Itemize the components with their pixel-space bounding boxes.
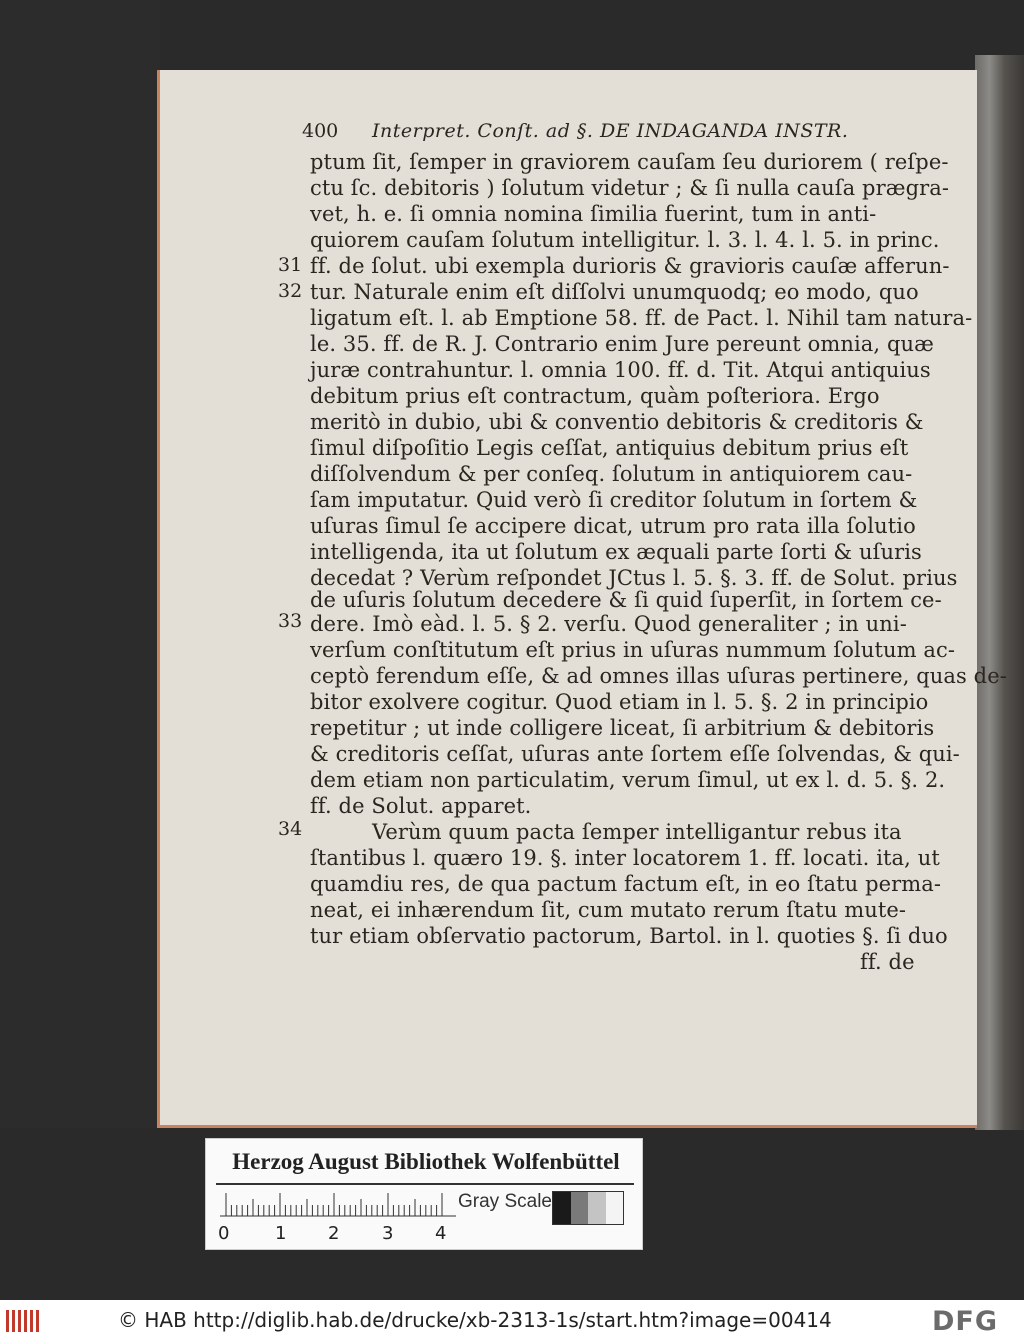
text-line: decedat ? Verùm reſpondet JCtus l. 5. §. 3. ff. de Solut. prius (310, 566, 958, 590)
ruler-label: 2 (328, 1223, 340, 1244)
text-line: Verùm quum pacta ſemper intelligantur rebus ita (372, 820, 902, 844)
margin-number: 31 (278, 254, 303, 276)
adjacent-page-edge (975, 55, 1024, 1130)
ruler-scale (220, 1191, 456, 1217)
ruler-label: 0 (218, 1223, 230, 1244)
text-line: ceptò ferendum eſſe, & ad omnes illas uſuras pertinere, quas de- (310, 664, 1007, 688)
text-line: vet, h. e. ſi omnia nomina ſimilia fuerint, tum in anti- (310, 202, 877, 226)
scan-left-strip (0, 0, 160, 1128)
footer-bar (0, 1300, 1024, 1342)
hab-logo-icon (5, 1308, 41, 1334)
library-name: Herzog August Bibliothek Wolfenbüttel (232, 1149, 620, 1174)
library-label-card (205, 1138, 643, 1250)
margin-number: 32 (278, 280, 303, 302)
running-head (302, 120, 952, 150)
text-line: ligatum eſt. l. ab Emptione 58. ff. de Pact. l. Nihil tam natura- (310, 306, 973, 330)
text-line: repetitur ; ut inde colligere liceat, ſi arbitrium & debitoris (310, 716, 935, 740)
text-line: ſam imputatur. Quid verò ſi creditor ſolutum in ſortem & (310, 488, 918, 512)
text-line: ſimul diſpoſitio Legis ceſſat, antiquius debitum prius eſt (310, 436, 909, 460)
text-line: ptum ſit, ſemper in graviorem cauſam ſeu duriorem ( reſpe- (310, 150, 949, 174)
text-line: ff. de Solut. apparet. (310, 794, 532, 818)
ruler-label: 3 (382, 1223, 394, 1244)
text-line: quiorem cauſam ſolutum intelligitur. l. 3. l. 4. l. 5. in princ. (310, 228, 940, 252)
text-line: ſtantibus l. quæro 19. §. inter locatorem 1. ff. locati. ita, ut (310, 846, 940, 870)
text-line: dem etiam non particulatim, verum ſimul, ut ex l. d. 5. §. 2. (310, 768, 946, 792)
catchword: ff. de (860, 950, 915, 974)
text-line: & creditoris ceſſat, uſuras ante ſortem eſſe ſolvendas, & qui- (310, 742, 960, 766)
text-line: debitum prius eſt contractum, quàm poſteriora. Ergo (310, 384, 880, 408)
text-line: le. 35. ff. de R. J. Contrario enim Jure pereunt omnia, quæ (310, 332, 934, 356)
dfg-logo: DFG (932, 1306, 999, 1337)
gray-swatch (606, 1192, 624, 1224)
label-divider (216, 1183, 634, 1185)
text-line: tur etiam obſervatio pactorum, Bartol. in l. quoties §. ſi duo (310, 924, 948, 948)
gray-swatch (553, 1192, 571, 1224)
copyright-url-link[interactable]: © HAB http://diglib.hab.de/drucke/xb-2313-1s/start.htm?image=00414 (118, 1308, 832, 1332)
ruler-label: 4 (435, 1223, 447, 1244)
text-line: de uſuris ſolutum decedere & ſi quid ſuperſit, in ſortem ce- (310, 588, 942, 612)
text-line: ff. de ſolut. ubi exempla durioris & gravioris cauſæ afferun- (310, 254, 950, 278)
text-line: quamdiu res, de qua pactum factum eſt, in eo ſtatu perma- (310, 872, 942, 896)
text-line: uſuras ſimul ſe accipere dicat, utrum pro rata illa ſolutio (310, 514, 916, 538)
gray-swatch (571, 1192, 589, 1224)
text-line: diſſolvendum & per conſeq. ſolutum in antiquiorem cau- (310, 462, 913, 486)
margin-number: 34 (278, 818, 303, 840)
text-line: verſum conſtitutum eſt prius in uſuras nummum ſolutum ac- (310, 638, 956, 662)
gray-scale-label: Gray Scale (458, 1191, 552, 1212)
text-line: intelligenda, ita ut ſolutum ex æquali parte ſorti & uſuris (310, 540, 922, 564)
book-page (157, 70, 1007, 1128)
text-line: ctu ſc. debitoris ) ſolutum videtur ; & ſi nulla cauſa prægra- (310, 176, 950, 200)
text-line: dere. Imò eàd. l. 5. § 2. verſu. Quod generaliter ; in uni- (310, 612, 907, 636)
ruler-label: 1 (275, 1223, 287, 1244)
text-line: juræ contrahuntur. l. omnia 100. ff. d. Tit. Atqui antiquius (310, 358, 931, 382)
gray-scale-swatches (552, 1191, 624, 1225)
text-line: meritò in dubio, ubi & conventio debitoris & creditoris & (310, 410, 924, 434)
text-line: bitor exolvere cogitur. Quod etiam in l. 5. §. 2 in principio (310, 690, 929, 714)
text-line: neat, ei inhærendum ſit, cum mutato rerum ſtatu mute- (310, 898, 907, 922)
text-line: tur. Naturale enim eſt diſſolvi unumquodq; eo modo, quo (310, 280, 919, 304)
running-head-title: Interpret. Conſt. ad §. DE INDAGANDA INSTR. (372, 120, 849, 142)
page-number: 400 (302, 120, 339, 142)
gray-swatch (588, 1192, 606, 1224)
margin-number: 33 (278, 610, 303, 632)
